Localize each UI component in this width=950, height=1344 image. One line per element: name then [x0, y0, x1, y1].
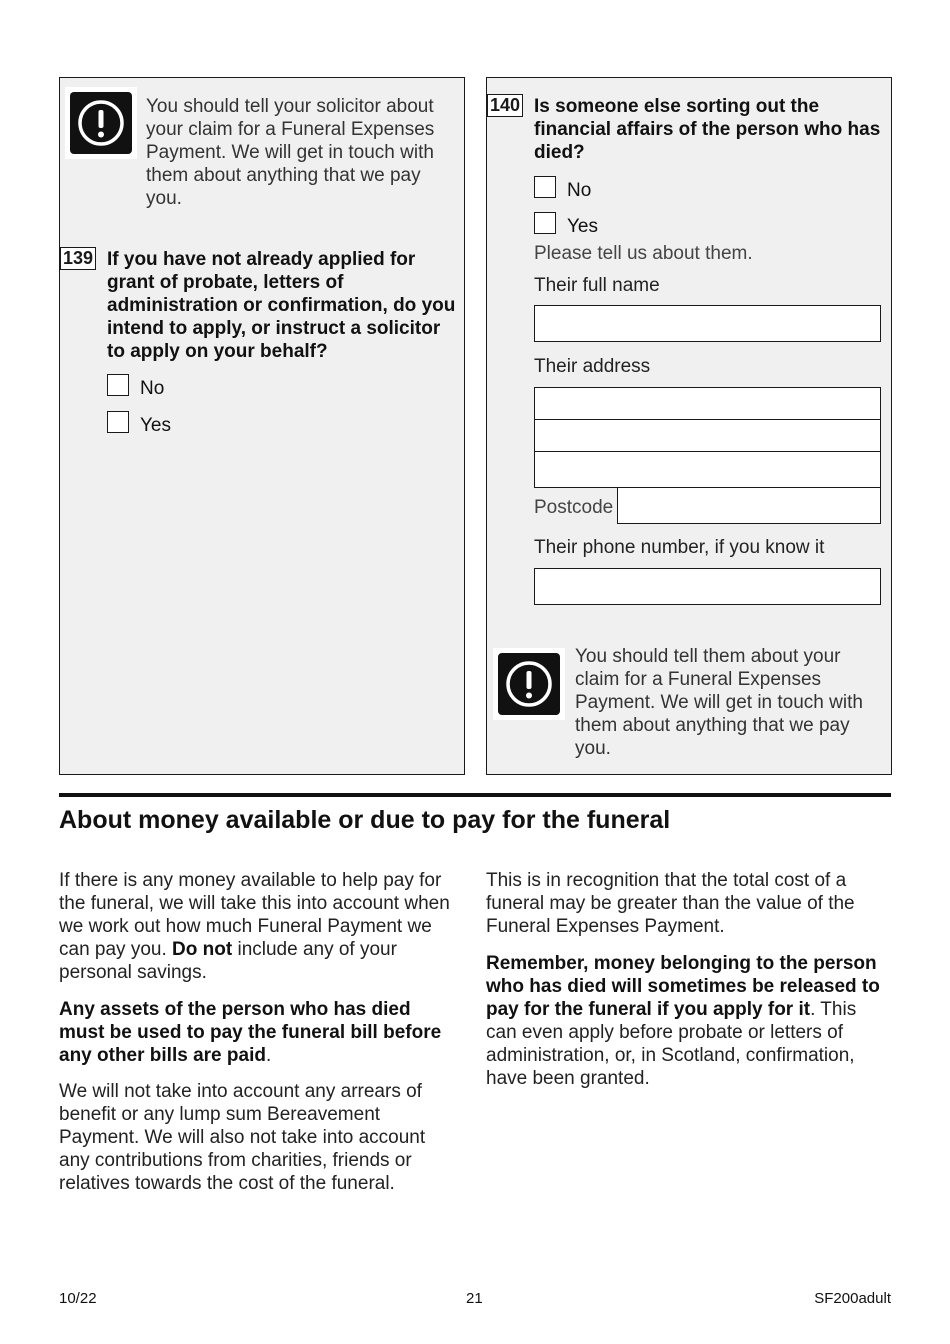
- text: If there is any money available to help pay for the funeral, we will take this into account when we work out how much Funeral Payment we can pay you.: [59, 870, 450, 960]
- footer-date: 10/22: [59, 1290, 97, 1307]
- tell-us-hint: Please tell us about them.: [534, 243, 753, 264]
- full-name-input[interactable]: [534, 305, 881, 342]
- full-name-label: Their full name: [534, 275, 660, 296]
- important-info-icon: [65, 87, 137, 159]
- question-139-panel: [59, 77, 465, 775]
- checkbox-yes[interactable]: [534, 212, 556, 234]
- solicitor-note: You should tell your solicitor about your claim for a Funeral Expenses Payment. We will get in touch with them about anything that we pay you.: [146, 96, 435, 209]
- checkbox-no[interactable]: [534, 176, 556, 198]
- money-paragraph-1: [59, 869, 464, 984]
- section-title: About money available or due to pay for the funeral: [59, 806, 671, 834]
- important-info-icon: [493, 648, 565, 720]
- question-number: 139: [60, 247, 96, 270]
- question-text: If you have not already applied for grant of probate, letters of administration or confirmation, do you intend to apply, or instruct a solicitor to apply on your behalf?: [107, 249, 456, 362]
- form-code: SF200adult: [814, 1290, 891, 1307]
- checkbox-no[interactable]: [107, 374, 129, 396]
- address-label: Their address: [534, 356, 651, 377]
- emphasis: Any assets of the person who has died must be used to pay the funeral bill before any other bills are paid: [59, 999, 442, 1066]
- option-no[interactable]: [534, 180, 591, 202]
- money-paragraph-5: [486, 952, 886, 1090]
- money-paragraph-2: [59, 998, 459, 1067]
- option-label: No: [140, 378, 165, 399]
- text: include any of your personal savings.: [59, 939, 397, 983]
- question-text: Is someone else sorting out the financial affairs of the person who has died?: [534, 96, 881, 163]
- text: . This can even apply before probate or letters of administration, or, in Scotland, confirmation, have been granted.: [486, 999, 857, 1089]
- option-no[interactable]: [107, 378, 164, 400]
- phone-label: Their phone number, if you know it: [534, 537, 825, 558]
- option-yes[interactable]: [107, 415, 171, 437]
- text: .: [265, 1045, 272, 1066]
- option-yes[interactable]: [534, 216, 598, 238]
- option-label: Yes: [567, 216, 598, 237]
- question-140-panel: [486, 77, 892, 775]
- money-paragraph-4: This is in recognition that the total cost of a funeral may be greater than the value of the Funeral Expenses Payment.: [486, 870, 855, 937]
- address-line-2-input[interactable]: [534, 419, 881, 453]
- phone-input[interactable]: [534, 568, 881, 605]
- option-label: Yes: [140, 415, 171, 436]
- emphasis: Remember, money belonging to the person who has died will sometimes be released to pay for the funeral if you apply for it: [486, 953, 880, 1020]
- emphasis: Do not: [172, 939, 233, 960]
- checkbox-yes[interactable]: [107, 411, 129, 433]
- postcode-label: Postcode: [534, 497, 614, 518]
- address-line-1-input[interactable]: [534, 387, 881, 421]
- section-divider: [59, 793, 891, 797]
- money-paragraph-3: We will not take into account any arrears of benefit or any lump sum Bereavement Payment. We will also not take into account any contributions from charities, friends or relatives towards the cost of the funeral.: [59, 1081, 426, 1194]
- contact-note: You should tell them about your claim for a Funeral Expenses Payment. We will get in touch with them about anything that we pay you.: [575, 646, 863, 759]
- address-line-3-input[interactable]: [534, 451, 881, 488]
- question-number: 140: [487, 94, 523, 117]
- option-label: No: [567, 180, 592, 201]
- page-number: 21: [466, 1290, 483, 1307]
- postcode-input[interactable]: [617, 487, 881, 524]
